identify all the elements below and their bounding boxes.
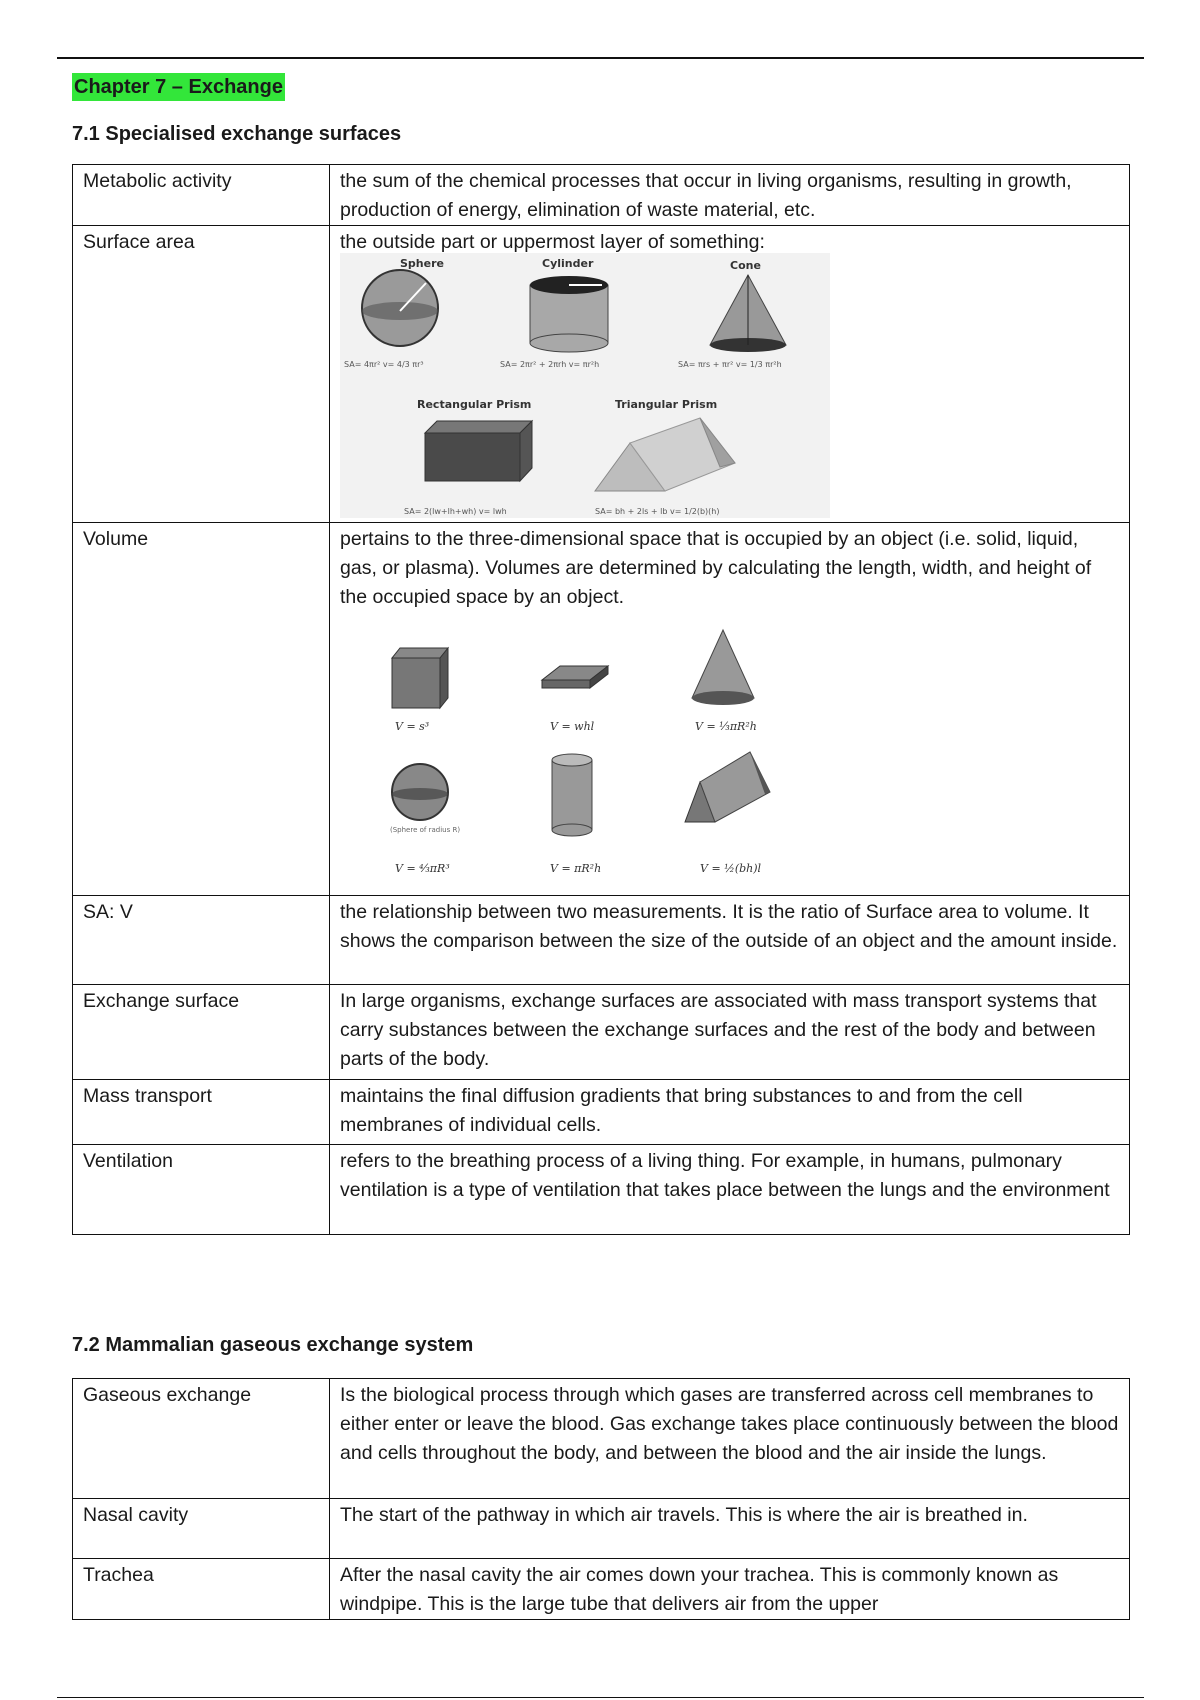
shape-label-cone: Cone bbox=[730, 259, 761, 272]
volume-formula-cube: V = s³ bbox=[395, 720, 430, 733]
volume-sphere-illustration bbox=[392, 764, 448, 820]
table-row bbox=[73, 165, 1130, 226]
surface-area-shapes-figure bbox=[340, 253, 830, 518]
table-row bbox=[73, 523, 1130, 896]
term-cell: Metabolic activity bbox=[73, 165, 330, 226]
sphere-radius-note: (Sphere of radius R) bbox=[390, 826, 461, 834]
table-row bbox=[73, 1499, 1130, 1559]
volume-formula-cone: V = ⅓πR²h bbox=[695, 720, 757, 733]
table-row bbox=[73, 1559, 1130, 1620]
volume-formula-prism: V = ½(bh)l bbox=[700, 862, 762, 875]
glossary-table-7-2 bbox=[72, 1378, 1130, 1620]
volume-prism-illustration bbox=[685, 752, 770, 822]
definition-cell: After the nasal cavity the air comes down your trachea. This is commonly known as windpipe. This is the large tube that delivers air from the upper bbox=[330, 1559, 1130, 1620]
cylinder-illustration bbox=[530, 276, 608, 352]
definition-cell: The start of the pathway in which air travels. This is where the air is breathed in. bbox=[330, 1499, 1130, 1559]
definition-text: the outside part or uppermost layer of something: bbox=[340, 231, 765, 253]
shape-label-rectangular-prism: Rectangular Prism bbox=[417, 398, 532, 411]
term-cell: Volume bbox=[73, 523, 330, 896]
flat-box-illustration bbox=[542, 666, 608, 688]
definition-cell bbox=[330, 226, 1130, 523]
formula-rectangular-prism: SA= 2(lw+lh+wh) v= lwh bbox=[404, 507, 507, 516]
table-row bbox=[73, 896, 1130, 985]
term-cell: Nasal cavity bbox=[73, 1499, 330, 1559]
sphere-illustration bbox=[362, 270, 438, 346]
definition-cell: Is the biological process through which gases are transferred across cell membranes to either enter or leave the blood. Gas exchange takes place continuously between the blood and cells throughout the body, and between the blood and the air inside the lungs. bbox=[330, 1379, 1130, 1499]
term-cell: SA: V bbox=[73, 896, 330, 985]
section-heading-7-1: 7.1 Specialised exchange surfaces bbox=[72, 123, 402, 145]
table-row bbox=[73, 226, 1130, 523]
footer-rule bbox=[57, 1697, 1144, 1698]
term-cell: Trachea bbox=[73, 1559, 330, 1620]
table-row bbox=[73, 1379, 1130, 1499]
volume-cone-illustration bbox=[692, 630, 754, 705]
formula-cylinder: SA= 2πr² + 2πrh v= πr²h bbox=[500, 360, 600, 369]
formula-cone: SA= πrs + πr² v= 1/3 πr²h bbox=[678, 360, 782, 369]
definition-cell: In large organisms, exchange surfaces are associated with mass transport systems that carry substances between the exchange surfaces and the rest of the body and between parts of the body. bbox=[330, 985, 1130, 1080]
table-row bbox=[73, 985, 1130, 1080]
glossary-table-7-1 bbox=[72, 164, 1130, 1235]
formula-triangular-prism: SA= bh + 2ls + lb v= 1/2(b)(h) bbox=[595, 507, 720, 516]
section-heading-7-2: 7.2 Mammalian gaseous exchange system bbox=[72, 1334, 474, 1356]
definition-cell: refers to the breathing process of a living thing. For example, in humans, pulmonary ventilation is a type of ventilation that takes place between the lungs and the environment bbox=[330, 1145, 1130, 1235]
volume-formula-sphere: V = ⁴⁄₃πR³ bbox=[395, 862, 450, 875]
chapter-title: Chapter 7 – Exchange bbox=[72, 73, 285, 101]
definition-cell: the sum of the chemical processes that occur in living organisms, resulting in growth, production of energy, elimination of waste material, etc. bbox=[330, 165, 1130, 226]
term-cell: Exchange surface bbox=[73, 985, 330, 1080]
shape-label-sphere: Sphere bbox=[400, 257, 444, 270]
table-row bbox=[73, 1080, 1130, 1145]
shape-label-triangular-prism: Triangular Prism bbox=[615, 398, 718, 411]
definition-cell bbox=[330, 523, 1130, 896]
term-cell: Gaseous exchange bbox=[73, 1379, 330, 1499]
table-row bbox=[73, 1145, 1130, 1235]
volume-shapes-figure bbox=[340, 622, 830, 892]
formula-sphere: SA= 4πr² v= 4/3 πr³ bbox=[344, 360, 424, 369]
term-cell: Mass transport bbox=[73, 1080, 330, 1145]
shape-label-cylinder: Cylinder bbox=[542, 257, 594, 270]
volume-formula-cylinder: V = πR²h bbox=[550, 862, 602, 875]
term-cell: Surface area bbox=[73, 226, 330, 523]
term-cell: Ventilation bbox=[73, 1145, 330, 1235]
rectangular-prism-illustration bbox=[425, 421, 532, 481]
definition-cell: maintains the final diffusion gradients that bring substances to and from the cell membranes of individual cells. bbox=[330, 1080, 1130, 1145]
definition-text: pertains to the three-dimensional space that is occupied by an object (i.e. solid, liquid, gas, or plasma). Volumes are determined by calculating the length, width, and height of the occupied space by an object. bbox=[340, 528, 1092, 608]
definition-cell: the relationship between two measurements. It is the ratio of Surface area to volume. It shows the comparison between the size of the outside of an object and the amount inside. bbox=[330, 896, 1130, 985]
cube-illustration bbox=[392, 648, 448, 708]
header-rule bbox=[57, 57, 1144, 59]
volume-formula-box: V = whl bbox=[550, 720, 595, 733]
volume-cylinder-illustration bbox=[552, 754, 592, 836]
